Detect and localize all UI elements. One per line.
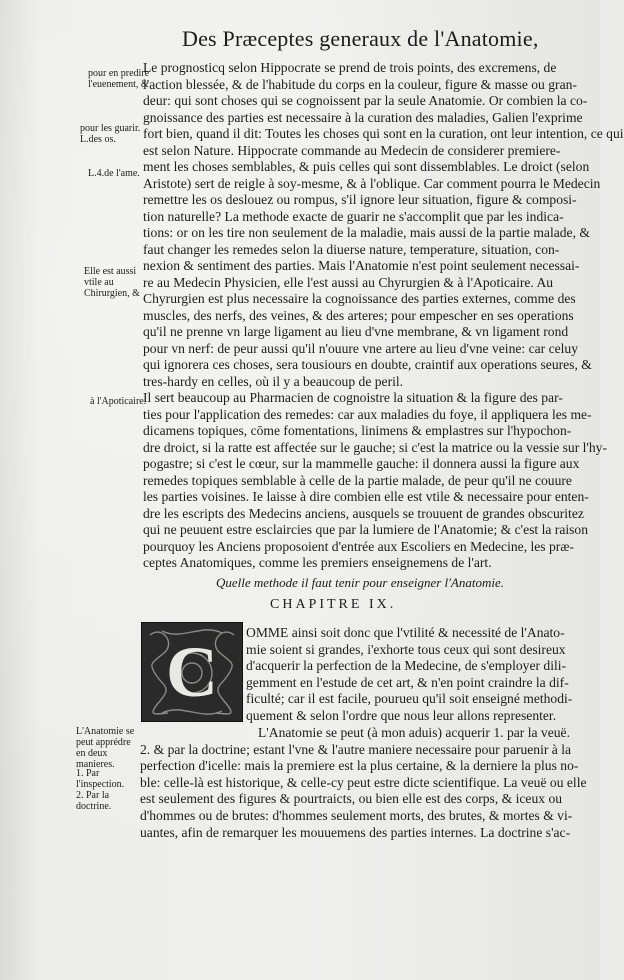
text-line: tres-hardy en celles, où il y a beaucoup de peril. bbox=[143, 373, 404, 389]
text-line: est selon Nature. Hippocrate commande au Medecin de considerer premiere- bbox=[143, 142, 561, 158]
text-line: pogastre; si c'est le cœur, sur la mammelle gauche: il donnera aussi la figure aux bbox=[143, 456, 580, 471]
text-line: faut changer les remedes selon la diuerse nature, temperature, situation, con- bbox=[143, 241, 560, 257]
text-line: qui ne peuuent estre esclaircies que par la lumiere de l'Anatomie; & c'est la raison bbox=[143, 522, 589, 537]
text-line: est seulement des figures & pourtraicts, ou bien elle est des corps, & iceux ou bbox=[140, 791, 563, 807]
margin-note: 2. Par la doctrine. bbox=[76, 790, 112, 812]
text-line: l'action blessée, & de l'habitude du corps en la couleur, figure & masse ou gran- bbox=[143, 76, 577, 92]
text-line: perfection d'icelle: mais la premiere est la plus certaine, & la derniere la plus no- bbox=[140, 758, 579, 774]
margin-note: Elle est aussi vtile au Chirurgien, & bbox=[84, 266, 140, 299]
text-line: dre droict, si la ratte est affectée sur le gauche; si c'est la matrice ou la vessie sur l'hy- bbox=[143, 439, 608, 455]
text-line: dre les escripts des Medecins anciens, ausquels se trouuent de grandes obscuritez bbox=[143, 505, 584, 521]
margin-note: L'Anatomie se peut apprédre en deux manieres. bbox=[76, 726, 135, 770]
text-line: qu'il ne prenne vn large ligament au lieu d'vne membrane, & vn ligament rond bbox=[143, 324, 569, 339]
text-line: fort bien, quand il dit: Toutes les choses qui sont en la curation, ont leur intention, ce qui bbox=[143, 126, 624, 141]
text-line: tion naturelle? La methode exacte de guarir ne s'accomplit que par les indica- bbox=[143, 208, 564, 224]
section-title: Quelle methode il faut tenir pour enseigner l'Anatomie. bbox=[215, 575, 504, 590]
text-line: ties pour l'application des remedes: car aux maladies du foye, il appliquera les me- bbox=[143, 406, 592, 422]
text-line: ble: celle-là est historique, & celle-cy peut estre dicte scientifique. La veuë ou elle bbox=[140, 774, 587, 790]
text-line: 2. & par la doctrine; estant l'vne & l'autre maniere necessaire pour paruenir à la bbox=[140, 741, 572, 757]
text-line: pour vn nerf: de peur aussi qu'il n'ouure vne artere au lieu d'vne veine: car celuy bbox=[143, 340, 579, 356]
text-line: ceptes Anatomiques, comme les premiers enseignemens de l'art. bbox=[143, 555, 492, 570]
text-line: uantes, afin de remarquer les mouuemens des parties internes. La doctrine s'ac- bbox=[140, 824, 571, 840]
text-line: gnoissance des parties est necessaire à la curation des maladies, Galien l'exprime bbox=[143, 109, 583, 125]
margin-note: L.4.de l'ame. bbox=[88, 168, 140, 179]
text-line: remettre les os deslouez ou rompus, s'il ignore leur situation, figure & composi- bbox=[143, 192, 577, 207]
text-line: nexion & sentiment des parties. Mais l'Anatomie n'est point seulement necessai- bbox=[143, 258, 580, 273]
text-line: dicamens topiques, cōme fomentations, linimens & emplastres sur l'hypochon- bbox=[143, 423, 572, 438]
running-header: Des Præceptes generaux de l'Anatomie, bbox=[182, 26, 539, 51]
text-line: d'hommes ou de brutes: d'hommes seulement morts, des brutes, & mortes & vi- bbox=[140, 808, 573, 823]
margin-note: à l'Apoticaire. bbox=[90, 396, 147, 407]
margin-note: pour en predire l'euenement, & bbox=[88, 68, 150, 90]
margin-note: 1. Par l'inspection. bbox=[76, 768, 125, 790]
margin-note: pour les guarir. L.des os. bbox=[80, 123, 141, 145]
text-line: L'Anatomie se peut (à mon aduis) acquerir 1. par la veuë. bbox=[258, 725, 570, 740]
text-line: tions: or on les tire non seulement de la maladie, mais aussi de la partie malade, & bbox=[143, 225, 590, 240]
text-line: Aristote) sert de reigle à soy-mesme, & à l'oblique. Car comment pourra le Medecin bbox=[143, 175, 601, 191]
text-line: qui ignorera ces choses, sera tousiours en doubte, craintif aux operations seures, & bbox=[143, 357, 592, 372]
text-line: ficulté; car il est facile, pourueu qu'il soit enseigné methodi- bbox=[246, 691, 573, 707]
text-line: gemment en l'estude de cet art, & n'en point craindre la dif- bbox=[246, 674, 569, 690]
text-line: deur: qui sont choses qui se cognoissent par la seule Anatomie. Or combien la co- bbox=[143, 93, 588, 108]
chapter-heading: CHAPITRE IX. bbox=[270, 597, 397, 612]
text-line: mie soient si grandes, i'exhorte tous ceux qui sont desireux bbox=[246, 641, 566, 657]
initial-letter: C bbox=[166, 631, 218, 712]
text-line: d'acquerir la perfection de la Medecine, de s'employer dili- bbox=[246, 658, 567, 674]
text-line: les parties voisines. Ie laisse à dire combien elle est vtile & necessaire pour enten- bbox=[143, 489, 589, 504]
text-line: muscles, des nerfs, des veines, & des arteres; pour empescher en ses operations bbox=[143, 307, 574, 323]
text-line: pourquoy les Anciens proposoient d'entrée aux Escoliers en Medecine, les præ- bbox=[143, 538, 574, 554]
text-line: re au Medecin Physicien, elle l'est aussi au Chyrurgien & à l'Apoticaire. Au bbox=[143, 274, 554, 290]
decorated-initial bbox=[141, 622, 243, 722]
text-line: Chyrurgien est plus necessaire la cognoissance des parties externes, comme des bbox=[143, 291, 576, 306]
text-line: Il sert beaucoup au Pharmacien de cognoistre la situation & la figure des par- bbox=[143, 390, 563, 405]
text-line: remedes topiques semblable à celle de la partie malade, de peur qu'il ne couure bbox=[143, 472, 572, 488]
text-line: OMME ainsi soit donc que l'vtilité & necessité de l'Anato- bbox=[246, 625, 565, 640]
text-line: Le prognosticq selon Hippocrate se prend de trois points, des excremens, de bbox=[143, 60, 557, 75]
text-line: quement & selon l'ordre que nous leur allons representer. bbox=[246, 708, 557, 723]
text-line: ment les choses semblables, & puis celles qui sont dissemblables. Le droict (selon bbox=[143, 159, 590, 174]
